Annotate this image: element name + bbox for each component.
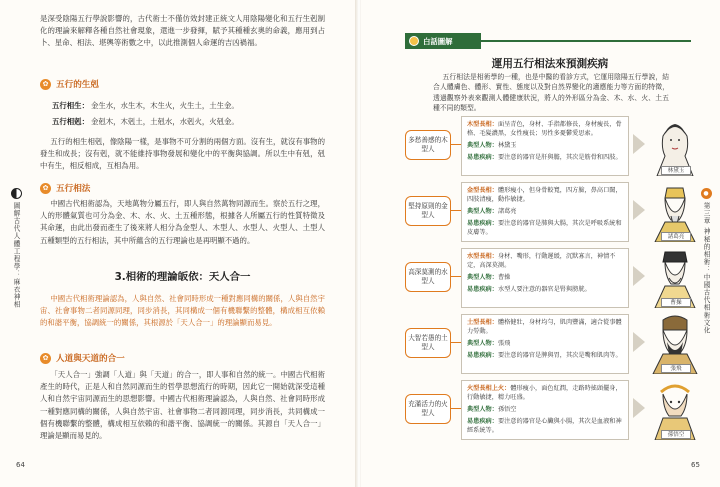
- type-row-earth: [405, 314, 699, 378]
- type-label: 高深莫測的水型人: [405, 262, 451, 292]
- connector-line: [451, 276, 461, 277]
- arrow-right-icon: [633, 398, 645, 418]
- left-side-running-title: 圖解古代人體工程學：麻衣神相: [10, 188, 22, 308]
- page-number-right: 65: [691, 461, 700, 469]
- type-label: 堅持原則的金型人: [405, 196, 451, 226]
- type-description-box: 火型長相上火：體形瘦小，面色紅潤，走路時搖頭擺身，行動敏捷，精力旺盛。 典型人物：孫悟空 易患疾病：要注意的器官是心臟與小腸，其次是血液和神經系統等。: [461, 380, 629, 440]
- arrow-right-icon: [633, 200, 645, 220]
- connector-line: [451, 210, 461, 211]
- left-page: [0, 0, 357, 487]
- flower-icon: ✿: [40, 183, 51, 194]
- type-label: 充滿活力的火型人: [405, 394, 451, 424]
- connector-line: [451, 144, 461, 145]
- banner-rule: [481, 40, 691, 42]
- portrait-caption: 孫悟空: [661, 430, 691, 439]
- arrow-right-icon: [633, 332, 645, 352]
- wuxing-ke-line: 五行相剋： 金剋木，木剋土，土剋水，水剋火，火剋金。: [52, 117, 239, 126]
- section-heading-wuxing-shengke: ✿ 五行的生剋: [40, 78, 99, 90]
- section-heading-rendao-tiandao: ✿ 人道與天道的合一: [40, 352, 125, 364]
- arrow-right-icon: [633, 266, 645, 286]
- connector-line: [451, 408, 461, 409]
- right-page: [361, 0, 720, 487]
- flower-icon: ✿: [40, 79, 51, 90]
- type-description-box: 土型長相：體格健壯，身材均勻，肌肉豐滿，適合從事體力勞動。 典型人物：張飛 易患疾病：要注意的器官是脾與胃，其次是嘴和肌肉等。: [461, 314, 629, 374]
- highlighted-quote: 中國古代相術理論認為，人與自然、社會同時形成一種對應同構的關係，人與自然宇宙、社會事物二者同源同理，同步消長，其同構成一個有機聯繫的整體，構成相互依賴的和諧平衡，協調統一的關係，其根源於「天人合一」的理論顯而易見。: [40, 294, 325, 328]
- right-page-title: 運用五行相法來預測疾病: [491, 58, 609, 70]
- section-heading-wuxing-xiangfa: ✿ 五行相法: [40, 182, 90, 194]
- right-intro-paragraph: 五行相法是相術學的一種，也是中醫的看診方式，它運用陰陽五行學說，結合人體膚色、體形、實性、態度以及對自然界變化的適應能力等方面的特徵，透過觀察外表來觀測人體健康狀況，將人的外形區分為金、木、水、火、土五種不同的類型。: [433, 73, 669, 113]
- type-description-box: 水型長相：身材、嘴形，行動遲緩，沉默寡言，神情不定，高深莫測。 典型人物：曹操 易患疾病：水型人要注意的器官是腎與膀胱。: [461, 248, 629, 308]
- right-side-running-title: ● 第三章 神秘的相術：中國古代相術文化: [702, 190, 710, 335]
- portrait-caption: 林黛玉: [661, 166, 691, 175]
- chapter-tab-icon: ●: [701, 188, 712, 199]
- type-row-fire: [405, 380, 699, 444]
- page-number-left: 64: [16, 461, 25, 469]
- portrait-caption: 曹操: [661, 298, 691, 307]
- arrow-right-icon: [633, 134, 645, 154]
- paragraph-tianren-heyi: 「天人合一」強調「人道」與「天道」的合一，即人事和自然的統一。中國古代相術產生的時代，正是人和自然同源而生的哲學思想流行的時期，因此它一開始就深受這種人和自然宇宙同源而生的思想影響。中國古代相術理論認為，人與自然、社會同時形成一種對應同構的關係，人與自然宇宙、社會事物二者同源同理，同步消長，共同構成一個有機聯繫的整體，構成相互依賴的和諧平衡、協調統一的關係。其源自「天人合一」理論是顯而易見的。: [40, 370, 325, 441]
- yin-yang-icon: [11, 188, 22, 199]
- flower-icon: ✿: [40, 353, 51, 364]
- left-intro-paragraph: 是深受陰陽五行學說影響的，古代術士不僅仿效封建正統文人用陰陽變化和五行生剋制化的理論來解釋各種自然社會現象，還進一步發揮，賦予其種種玄奧的命義，應用到占卜、星命、相法、堪輿等術數之中，以此推測個人命運的吉凶禍福。: [40, 14, 325, 48]
- wuxing-sheng-line: 五行相生： 金生水，水生木，木生火，火生土，土生金。: [52, 101, 239, 110]
- portrait-caption: 張飛: [661, 364, 691, 373]
- type-description-box: 金型長相：體形瘦小，但身骨較寬，四方臉，鼻高口闊，四肢清瘦，動作敏捷。 典型人物：諸葛亮 易患疾病：要注意的器官是肺與大腸，其次是呼吸系統和皮膚等。: [461, 182, 629, 242]
- type-row-wood: [405, 116, 699, 180]
- paragraph-xiangfa: 中國古代相術認為，天地萬物分屬五行，即人與自然萬物同源而生。察於五行之理，人的形體氣質也可分為金、木、水、火、土五種形態，根據各人所屬五行的性質特徵及其命運，由此出發而產生了後來將人相分為金型人、木型人、水型人、火型人、土型人五種類型的五行相法，其中所蘊含的五行理論也是再明顯不過的。: [40, 199, 325, 245]
- portrait-caption: 諸葛亮: [661, 232, 691, 241]
- type-row-water: [405, 248, 699, 312]
- type-row-metal: [405, 182, 699, 246]
- type-label: 多愁善感的木型人: [405, 130, 451, 160]
- lightbulb-icon: [409, 36, 419, 46]
- chapter-section-title: 3.相術的理論皈依：天人合一: [114, 271, 251, 283]
- type-description-box: 木型長相：面呈青色，身材、手指都修長，身材瘦長，骨格、毛髮濃黑，女性瘦長；男性多憂鬱愛思索。 典型人物：林黛玉 易患疾病：要注意的器官是肝與膽，其次是筋骨和四肢。: [461, 116, 629, 176]
- type-label: 大智若愚的土型人: [405, 328, 451, 358]
- paragraph-shengke: 五行的相生相剋，像陰陽一樣，是事物不可分割的兩個方面。沒有生，就沒有事物的發生和成長；沒有剋，就不能維持事物發展和變化中的平衡與協調。所以生中有剋，剋中有生，相反相成，互相為用。: [40, 137, 325, 171]
- baihua-tujie-banner: 白話圖解: [405, 33, 481, 49]
- connector-line: [451, 342, 461, 343]
